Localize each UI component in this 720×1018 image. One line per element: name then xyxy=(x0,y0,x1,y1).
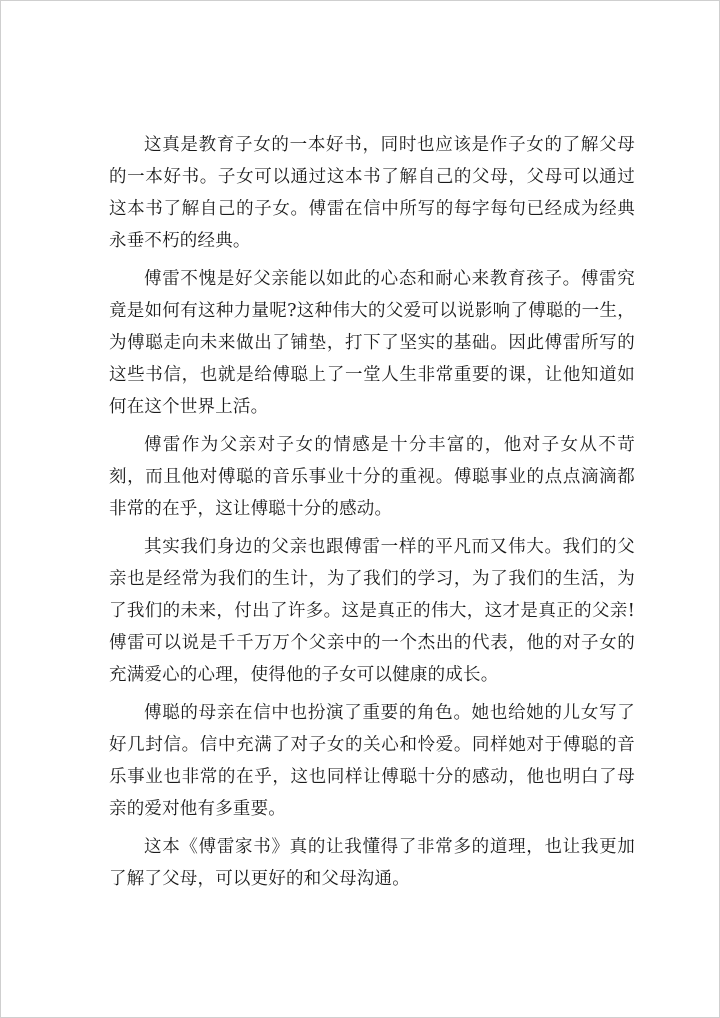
paragraph: 这本《傅雷家书》真的让我懂得了非常多的道理，也让我更加了解了父母，可以更好的和父母沟通。 xyxy=(109,837,635,889)
paragraph: 傅雷不愧是好父亲能以如此的心态和耐心来教育孩子。傅雷究竟是如何有这种力量呢?这种伟大的父爱可以说影响了傅聪的一生，为傅聪走向未来做出了铺垫，打下了坚实的基础。因此傅雷所写的这些书信，也就是给傅聪上了一堂人生非常重要的课，让他知道如何在这个世界上活。 xyxy=(109,269,635,417)
paragraph: 其实我们身边的父亲也跟傅雷一样的平凡而又伟大。我们的父亲也是经常为我们的生计，为了我们的学习，为了我们的生活，为了我们的未来，付出了许多。这是真正的伟大，这才是真正的父亲!傅雷可以说是千千万万个父亲中的一个杰出的代表，他的对子女的充满爱心的心理，使得他的子女可以健康的成长。 xyxy=(109,537,635,685)
paragraph: 傅雷作为父亲对子女的情感是十分丰富的，他对子女从不苛刻，而且他对傅聪的音乐事业十分的重视。傅聪事业的点点滴滴都非常的在乎，这让傅聪十分的感动。 xyxy=(109,435,635,519)
paragraph: 这真是教育子女的一本好书，同时也应该是作子女的了解父母的一本好书。子女可以通过这本书了解自己的父母，父母可以通过这本书了解自己的子女。傅雷在信中所写的每字每句已经成为经典永垂不朽的经典。 xyxy=(109,135,635,251)
paragraph: 傅聪的母亲在信中也扮演了重要的角色。她也给她的儿女写了好几封信。信中充满了对子女的关心和怜爱。同样她对于傅聪的音乐事业也非常的在乎，这也同样让傅聪十分的感动，他也明白了母亲的爱对他有多重要。 xyxy=(109,703,635,819)
document-body xyxy=(109,129,635,901)
